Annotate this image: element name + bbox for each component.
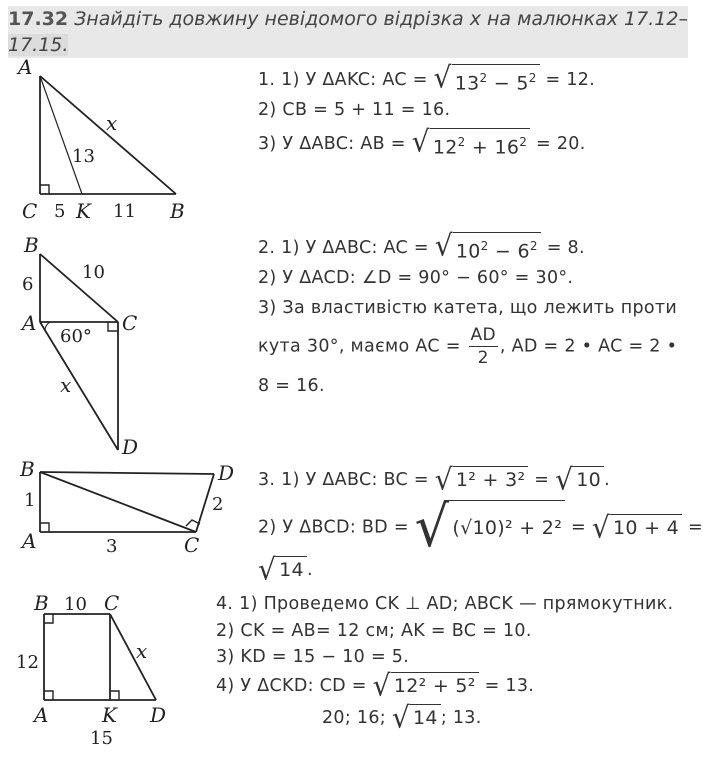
- final-answer: [322, 700, 482, 735]
- text: =: [570, 517, 586, 538]
- fig4-point-b: B: [34, 591, 49, 615]
- sqrt: √ (√10)² + 2²: [415, 500, 565, 555]
- task-title-cont: 17.15.: [8, 34, 69, 56]
- solution-1-step-3: [258, 124, 586, 160]
- fig1-label-ck: 5: [54, 201, 66, 222]
- sqrt: √ $13^2 - 5^2$: [434, 64, 540, 96]
- fig1-point-b: B: [170, 199, 185, 223]
- term: 10: [455, 240, 481, 263]
- text: кута 30°, маємо AC =: [258, 336, 461, 357]
- text: = 13.: [484, 676, 535, 696]
- figure-1: [10, 55, 210, 228]
- text: 3. 1) У ΔABC: BC =: [258, 470, 429, 490]
- text: .: [604, 470, 610, 490]
- term: 12: [432, 136, 458, 159]
- numerator: AD: [470, 325, 496, 345]
- fig4-label-ad: 15: [90, 728, 113, 749]
- fig4-point-d: D: [150, 703, 167, 727]
- text: , AD = 2 • AC = 2 •: [499, 336, 678, 357]
- sqrt: √ 14: [392, 704, 441, 732]
- text: 1. 1) У ΔAKC: AC =: [258, 70, 428, 91]
- text: .: [306, 560, 313, 580]
- op: −: [487, 72, 517, 95]
- text: 4) У ΔCKD: CD =: [216, 676, 367, 696]
- fig3-label-cd: 2: [212, 494, 224, 515]
- solution-3-step-3: [258, 552, 313, 587]
- fig2-point-b: B: [24, 233, 39, 257]
- fig2-point-a: A: [22, 311, 37, 335]
- solution-4-step-4: [216, 668, 535, 703]
- fig3-point-c: C: [184, 533, 200, 557]
- text: 2. 1) У ΔABC: AC =: [258, 238, 429, 259]
- term: 16: [494, 136, 520, 159]
- term: 5: [516, 72, 529, 95]
- denominator: 2: [477, 348, 489, 368]
- sqrt: √ $12^2 + 16^2$: [412, 128, 531, 160]
- sqrt: √ 10: [555, 466, 604, 494]
- solution-1-step-2: 2) CB = 5 + 11 = 16.: [258, 100, 451, 120]
- fig2-label-angle: 60°: [60, 326, 92, 347]
- text: 3) У ΔABC: AB =: [258, 134, 406, 155]
- solution-2-step-3: 3) За властивістю катета, що лежить проти: [258, 298, 678, 318]
- op: −: [488, 240, 518, 263]
- sqrt: √ 12² + 5²: [373, 672, 479, 700]
- fig2-point-c: C: [122, 311, 138, 335]
- fig4-point-a: A: [34, 703, 49, 727]
- solution-4-step-3: 3) KD = 15 − 10 = 5.: [216, 647, 410, 667]
- solution-2-step-4: [258, 324, 677, 369]
- figure-3: [10, 457, 250, 560]
- text: 20; 16;: [322, 708, 386, 728]
- fig4-label-bc: 10: [64, 594, 87, 615]
- solution-4-step-2: 2) CK = AB= 12 см; AK = BC = 10.: [216, 621, 532, 641]
- solution-2-step-2: 2) У ΔACD: ∠D = 90° − 60° = 30°.: [258, 268, 574, 288]
- term: 13: [454, 72, 480, 95]
- fig1-label-kb: 11: [113, 201, 136, 222]
- solution-1-step-1: [258, 60, 596, 96]
- op: +: [465, 136, 495, 159]
- fig3-label-ac: 3: [106, 536, 118, 557]
- fig2-label-ab: 6: [22, 274, 34, 295]
- fig4-point-c: C: [104, 591, 120, 615]
- fig1-label-x: x: [106, 111, 118, 135]
- sqrt: √ 14: [258, 556, 307, 584]
- text: =: [534, 470, 550, 490]
- fig4-label-ab: 12: [16, 652, 39, 673]
- solution-2-step-1: [258, 228, 585, 264]
- text: 2) У ΔBCD: BD =: [258, 517, 409, 538]
- fig2-label-x: x: [60, 373, 72, 397]
- task-number: 17.32: [8, 8, 69, 30]
- term: 6: [517, 240, 530, 263]
- solution-4-step-1: 4. 1) Проведемо CK ⊥ AD; ABCK — прямокутник.: [216, 594, 674, 614]
- fig4-point-k: K: [102, 703, 117, 727]
- text: = 20.: [536, 134, 586, 155]
- fig1-point-k: K: [76, 199, 91, 223]
- fig4-label-x: x: [136, 639, 148, 663]
- fig3-label-ab: 1: [24, 490, 36, 511]
- task-title: Знайдіть довжину невідомого відрізка x на малюнках 17.12–: [74, 8, 688, 30]
- fig3-point-d: D: [218, 461, 235, 485]
- figure-2: [10, 232, 160, 462]
- task-header: [8, 6, 688, 58]
- sqrt: √ $10^2 - 6^2$: [435, 232, 541, 264]
- text: = 8.: [546, 238, 585, 259]
- sqrt: √ 1² + 3²: [435, 466, 529, 494]
- fig2-label-bc: 10: [82, 262, 105, 283]
- fig2-point-d: D: [122, 435, 139, 459]
- solution-2-step-5: 8 = 16.: [258, 376, 325, 396]
- fig1-label-ak: 13: [72, 146, 95, 167]
- fig3-point-b: B: [20, 457, 35, 481]
- text: = 12.: [545, 70, 596, 91]
- solution-3-step-1: [258, 462, 610, 497]
- fraction: [469, 324, 498, 369]
- sqrt: √ 10 + 4: [592, 514, 682, 542]
- fig3-point-a: A: [22, 529, 37, 553]
- figure-4: [10, 588, 190, 748]
- fig1-point-a: A: [18, 55, 33, 79]
- fig1-point-c: C: [22, 199, 38, 223]
- text: ; 13.: [440, 708, 482, 728]
- text: =: [687, 517, 703, 538]
- solution-3-step-2: [258, 493, 703, 560]
